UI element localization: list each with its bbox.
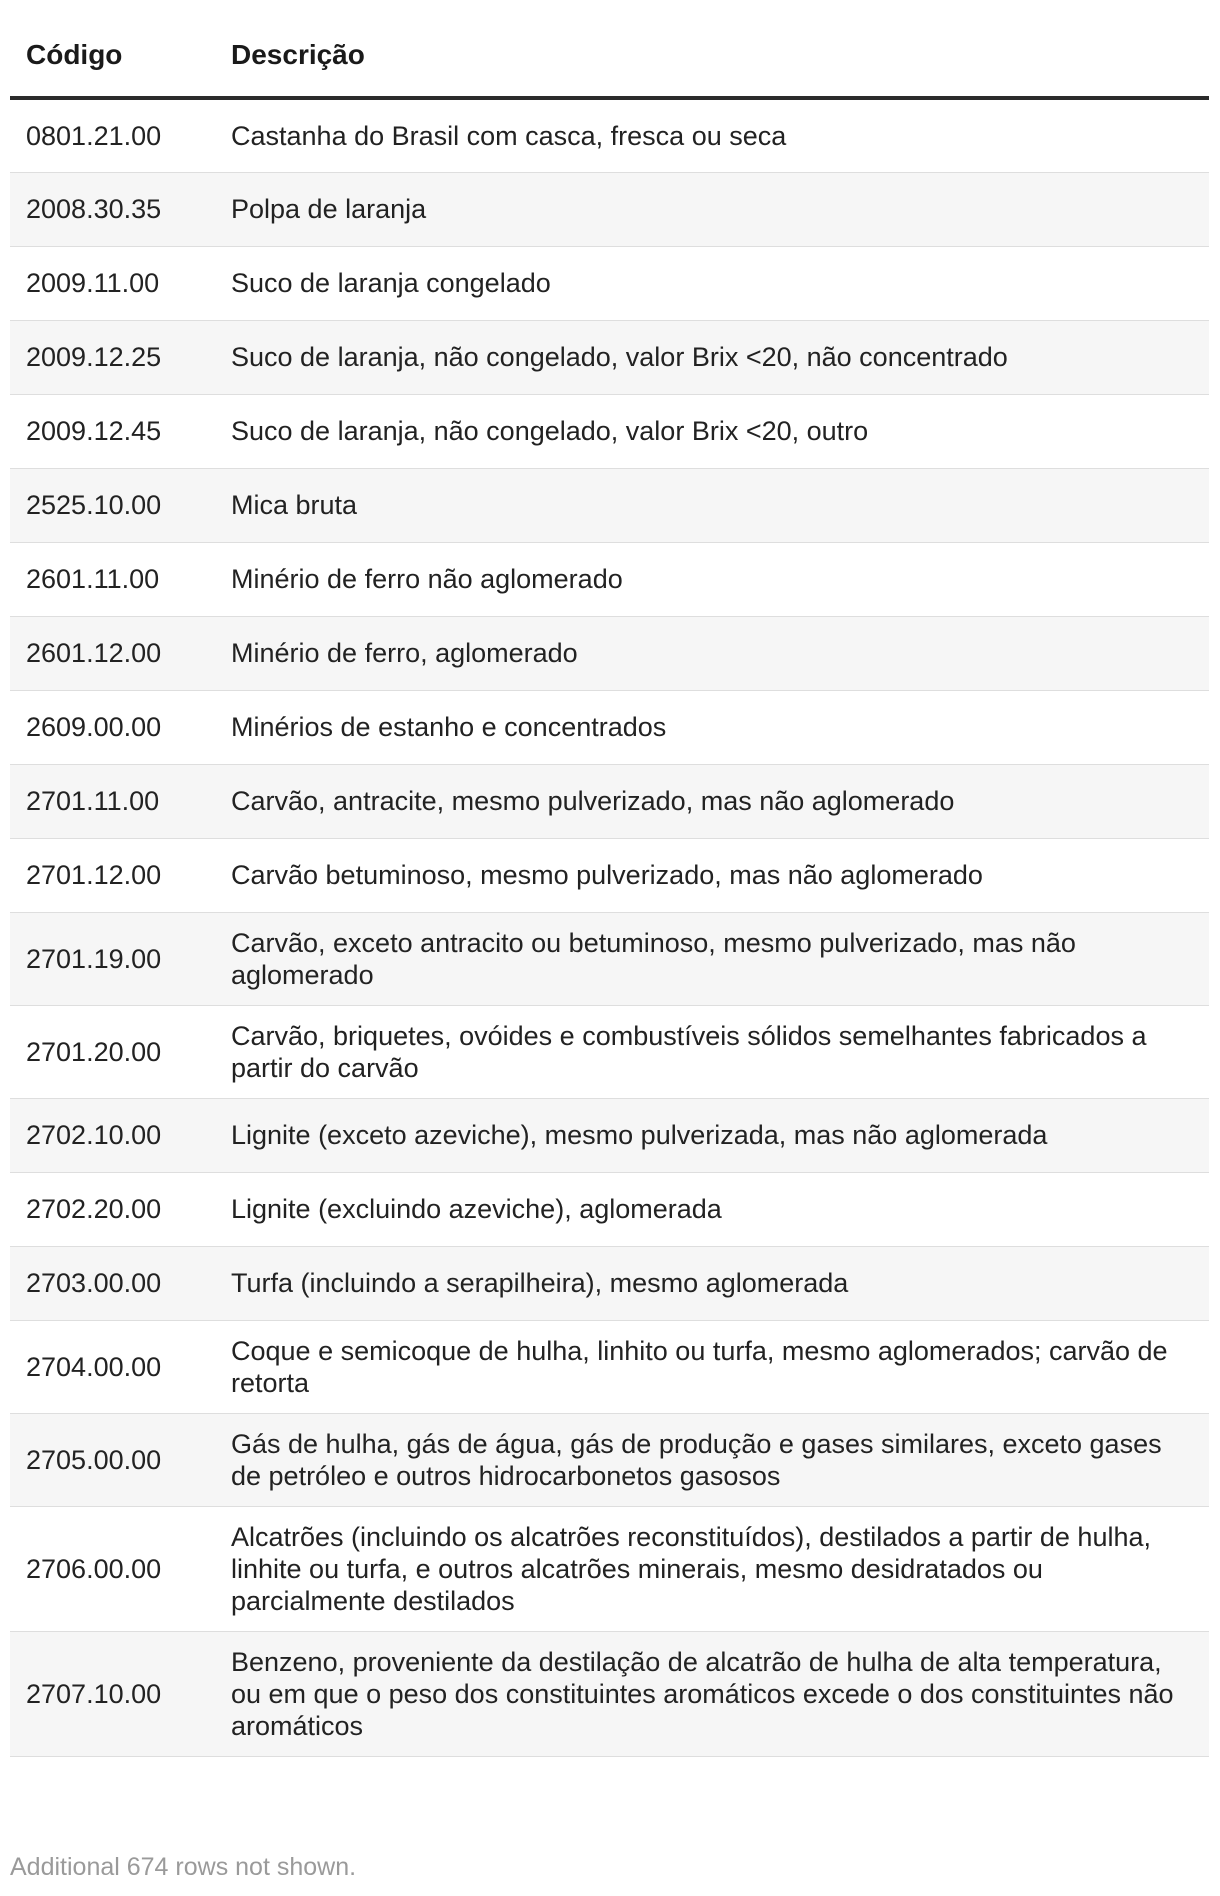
table-row bbox=[10, 320, 1209, 394]
cell-description: Suco de laranja, não congelado, valor Brix <20, outro bbox=[215, 394, 1209, 468]
table-row bbox=[10, 394, 1209, 468]
table-row bbox=[10, 1413, 1209, 1506]
table-row bbox=[10, 1172, 1209, 1246]
cell-code: 2701.20.00 bbox=[10, 1005, 215, 1098]
header-row bbox=[10, 0, 1209, 98]
cell-description: Carvão, briquetes, ovóides e combustíveis sólidos semelhantes fabricados a partir do carvão bbox=[215, 1005, 1209, 1098]
cell-code: 2601.11.00 bbox=[10, 542, 215, 616]
cell-code: 2008.30.35 bbox=[10, 172, 215, 246]
table-header bbox=[10, 0, 1209, 98]
data-table bbox=[10, 0, 1209, 1757]
table-row bbox=[10, 246, 1209, 320]
cell-description: Lignite (excluindo azeviche), aglomerada bbox=[215, 1172, 1209, 1246]
cell-description: Alcatrões (incluindo os alcatrões reconstituídos), destilados a partir de hulha, linhite ou turfa, e outros alcatrões minerais, mesmo desidratados ou parcialmente destilados bbox=[215, 1506, 1209, 1631]
cell-code: 2707.10.00 bbox=[10, 1631, 215, 1756]
cell-description: Minério de ferro não aglomerado bbox=[215, 542, 1209, 616]
cell-description: Suco de laranja congelado bbox=[215, 246, 1209, 320]
table-row bbox=[10, 838, 1209, 912]
cell-description: Carvão, antracite, mesmo pulverizado, mas não aglomerado bbox=[215, 764, 1209, 838]
table-row bbox=[10, 1320, 1209, 1413]
cell-code: 2706.00.00 bbox=[10, 1506, 215, 1631]
table-row bbox=[10, 616, 1209, 690]
column-header-code: Código bbox=[10, 0, 215, 98]
cell-code: 2009.12.25 bbox=[10, 320, 215, 394]
table-row bbox=[10, 1506, 1209, 1631]
cell-description: Gás de hulha, gás de água, gás de produção e gases similares, exceto gases de petróleo e outros hidrocarbonetos gasosos bbox=[215, 1413, 1209, 1506]
data-table-container bbox=[10, 0, 1209, 1757]
cell-description: Coque e semicoque de hulha, linhito ou turfa, mesmo aglomerados; carvão de retorta bbox=[215, 1320, 1209, 1413]
cell-code: 2703.00.00 bbox=[10, 1246, 215, 1320]
cell-description: Turfa (incluindo a serapilheira), mesmo aglomerada bbox=[215, 1246, 1209, 1320]
cell-code: 2009.11.00 bbox=[10, 246, 215, 320]
cell-description: Benzeno, proveniente da destilação de alcatrão de hulha de alta temperatura, ou em que o peso dos constituintes aromáticos excede o dos constituintes não aromáticos bbox=[215, 1631, 1209, 1756]
cell-code: 2009.12.45 bbox=[10, 394, 215, 468]
cell-code: 2701.11.00 bbox=[10, 764, 215, 838]
table-row bbox=[10, 468, 1209, 542]
column-header-description: Descrição bbox=[215, 0, 1209, 98]
table-row bbox=[10, 1098, 1209, 1172]
table-row bbox=[10, 1005, 1209, 1098]
table-row bbox=[10, 1631, 1209, 1756]
cell-code: 0801.21.00 bbox=[10, 98, 215, 172]
cell-description: Minério de ferro, aglomerado bbox=[215, 616, 1209, 690]
cell-code: 2609.00.00 bbox=[10, 690, 215, 764]
cell-code: 2704.00.00 bbox=[10, 1320, 215, 1413]
cell-description: Carvão betuminoso, mesmo pulverizado, mas não aglomerado bbox=[215, 838, 1209, 912]
table-row bbox=[10, 764, 1209, 838]
table-row bbox=[10, 690, 1209, 764]
cell-code: 2701.19.00 bbox=[10, 912, 215, 1005]
rows-not-shown-note: Additional 674 rows not shown. bbox=[10, 1853, 357, 1881]
cell-code: 2601.12.00 bbox=[10, 616, 215, 690]
cell-description: Suco de laranja, não congelado, valor Brix <20, não concentrado bbox=[215, 320, 1209, 394]
cell-code: 2702.20.00 bbox=[10, 1172, 215, 1246]
cell-description: Minérios de estanho e concentrados bbox=[215, 690, 1209, 764]
table-row bbox=[10, 172, 1209, 246]
cell-description: Mica bruta bbox=[215, 468, 1209, 542]
cell-description: Castanha do Brasil com casca, fresca ou seca bbox=[215, 98, 1209, 172]
table-row bbox=[10, 912, 1209, 1005]
cell-code: 2525.10.00 bbox=[10, 468, 215, 542]
cell-code: 2705.00.00 bbox=[10, 1413, 215, 1506]
cell-description: Carvão, exceto antracito ou betuminoso, mesmo pulverizado, mas não aglomerado bbox=[215, 912, 1209, 1005]
table-row bbox=[10, 98, 1209, 172]
cell-code: 2701.12.00 bbox=[10, 838, 215, 912]
cell-description: Polpa de laranja bbox=[215, 172, 1209, 246]
table-row bbox=[10, 542, 1209, 616]
table-body bbox=[10, 98, 1209, 1756]
cell-description: Lignite (exceto azeviche), mesmo pulverizada, mas não aglomerada bbox=[215, 1098, 1209, 1172]
cell-code: 2702.10.00 bbox=[10, 1098, 215, 1172]
table-row bbox=[10, 1246, 1209, 1320]
